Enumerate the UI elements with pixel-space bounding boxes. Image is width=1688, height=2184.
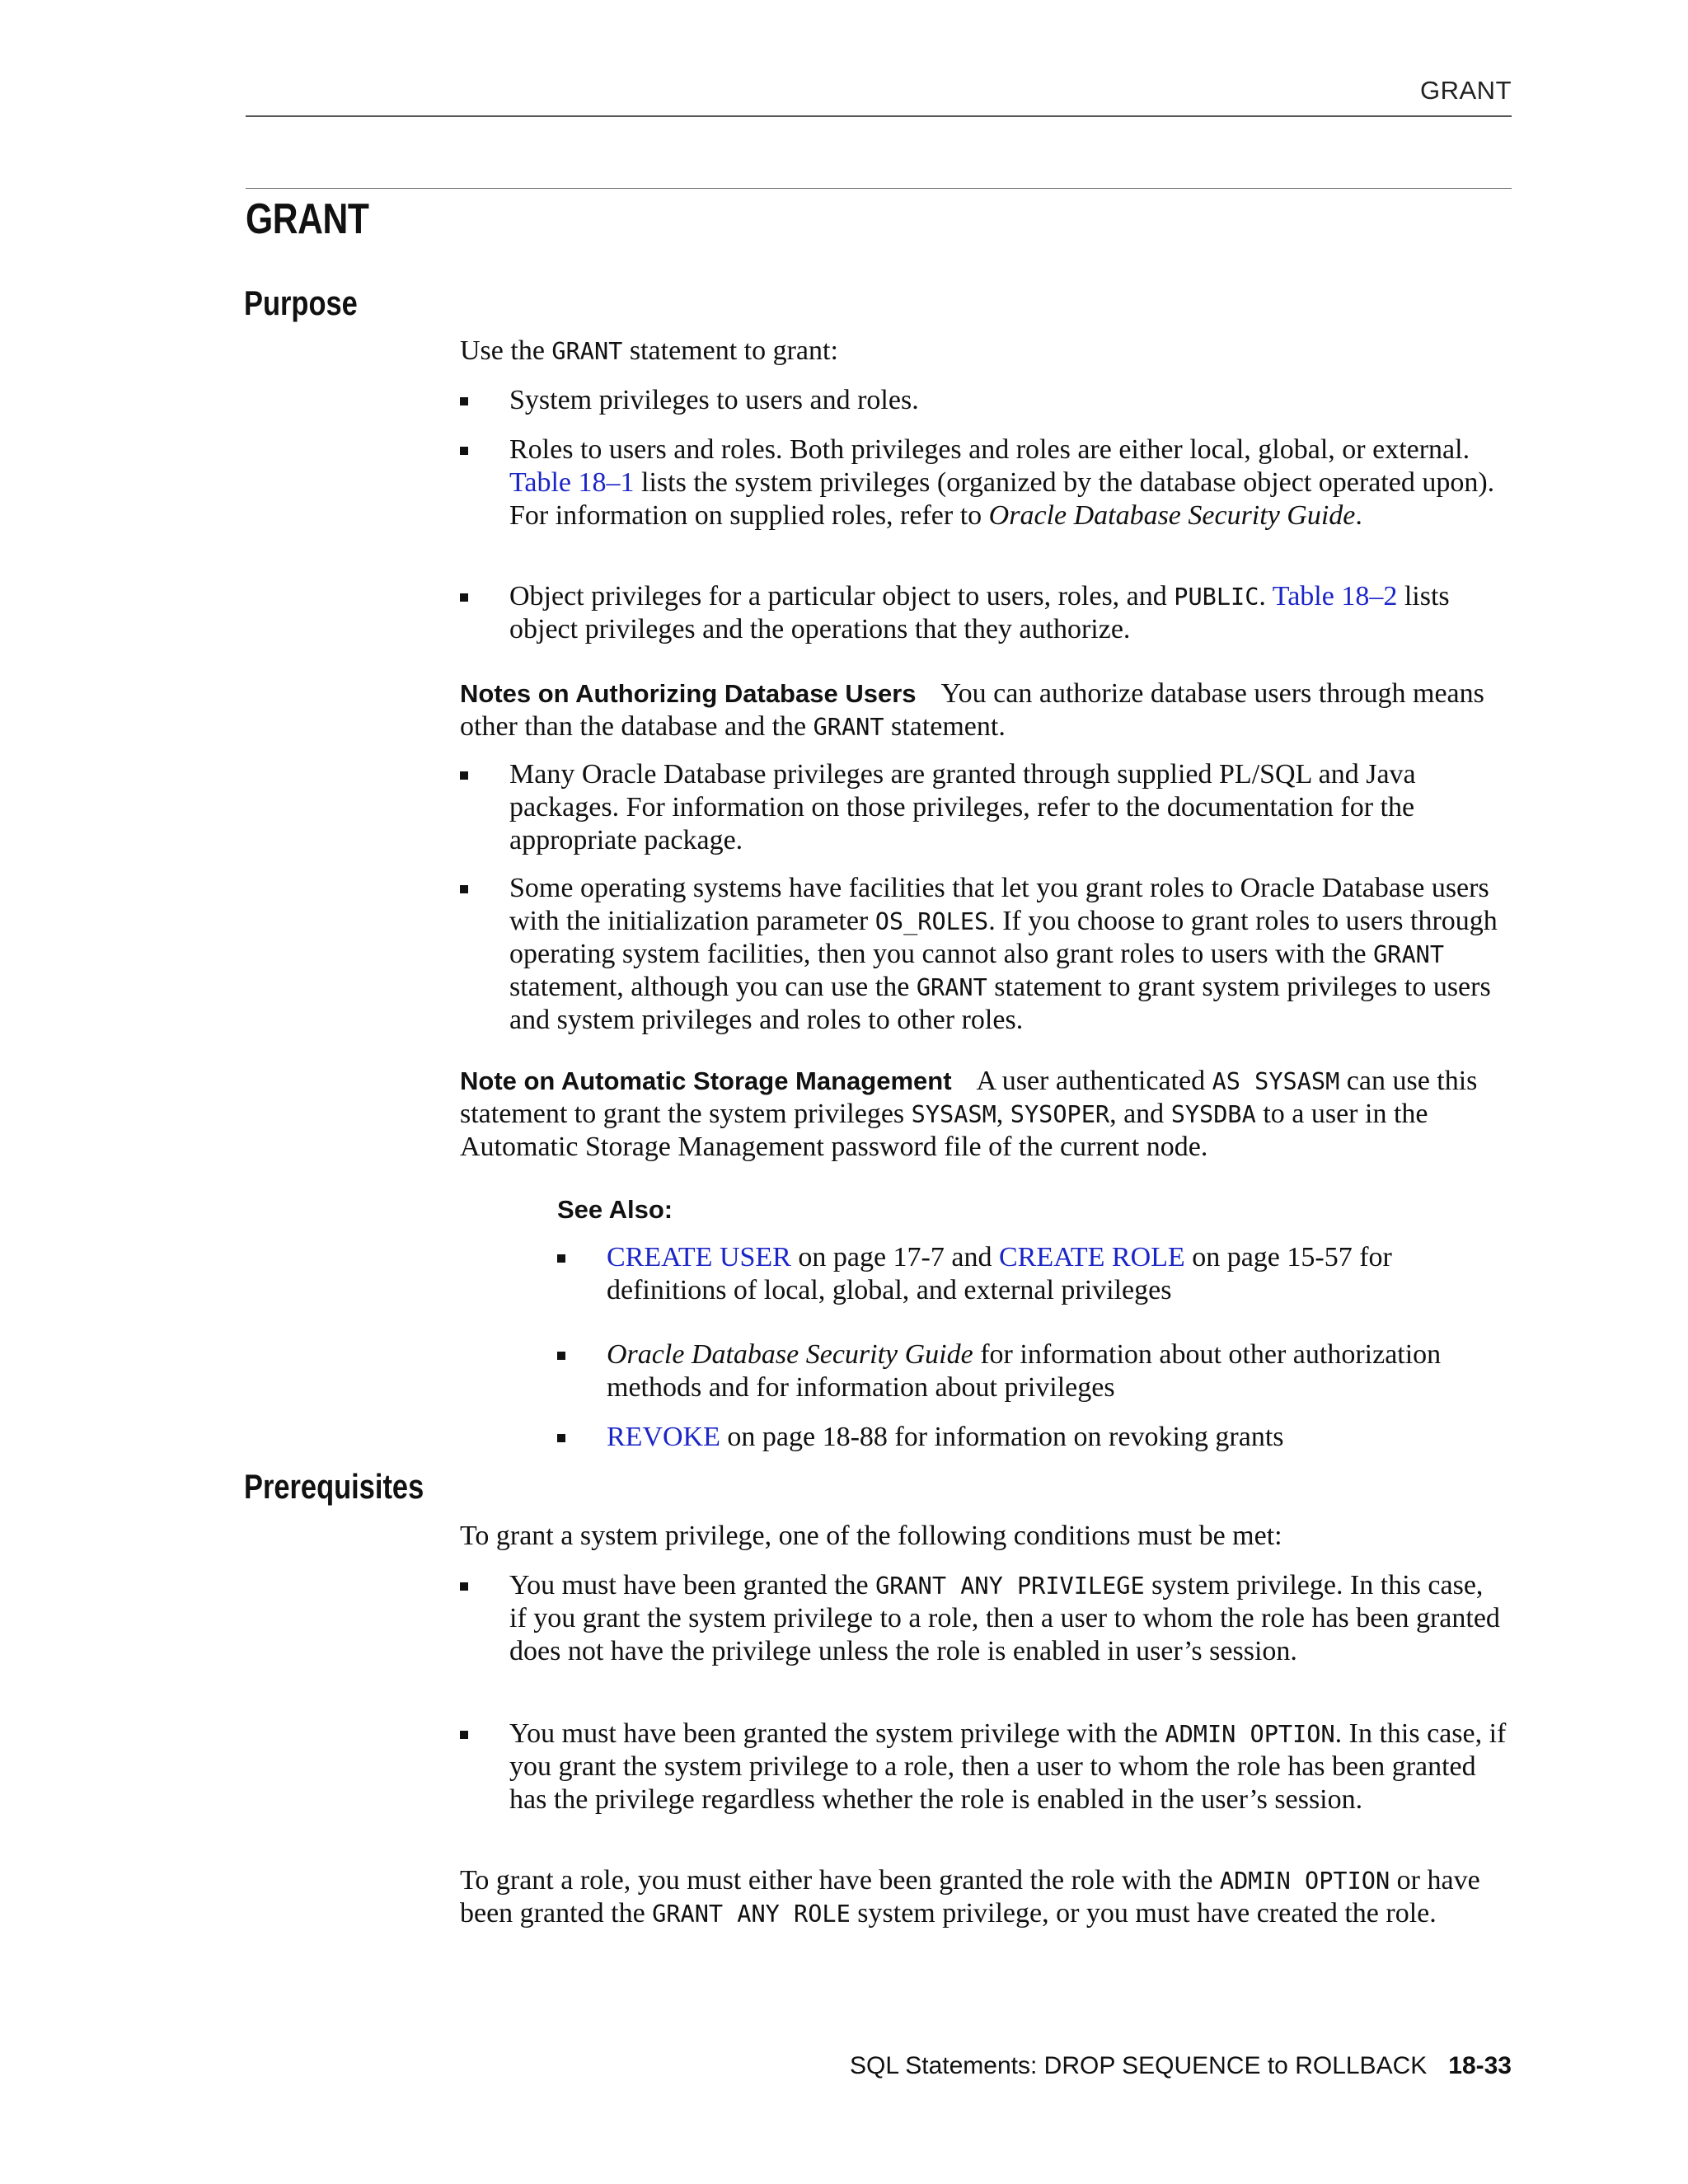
note-asm-paragraph: Note on Automatic Storage Management A user authenticated AS SYSASM can use this statement to grant the system privileges SYSASM, SYSOPER, and SYSDBA to a user in the Automatic Storage Management password file of the current node. bbox=[460, 1066, 1478, 1162]
bullet-square-icon bbox=[557, 1352, 565, 1360]
bullet-square-icon bbox=[460, 447, 468, 455]
list-item: CREATE USER on page 17-7 and CREATE ROLE on page 15-57 for definitions of local, global, and external privileges bbox=[557, 1241, 1480, 1307]
section-heading-prerequisites: Prerequisites bbox=[244, 1467, 424, 1506]
footer-text: SQL Statements: DROP SEQUENCE to ROLLBACK bbox=[850, 2052, 1428, 2079]
bullet-square-icon bbox=[460, 397, 468, 405]
list-item: Oracle Database Security Guide for information about other authorization methods and for information about privileges bbox=[557, 1338, 1480, 1404]
notes-authorizing-paragraph: Notes on Authorizing Database Users You can authorize database users through means other than the database and the GRANT statement. bbox=[460, 678, 1484, 742]
list-item: Roles to users and roles. Both privileges and roles are either local, global, or external. Table 18–1 lists the system privileges (organized by the database object operated upon). For information on supplied roles, refer to Oracle Database Security Guide. bbox=[460, 434, 1507, 532]
bullet-square-icon bbox=[460, 885, 468, 893]
list-item: System privileges to users and roles. bbox=[460, 384, 1507, 417]
see-also-box bbox=[557, 1193, 1480, 1452]
bullet-square-icon bbox=[557, 1254, 565, 1263]
list-item: Some operating systems have facilities that let you grant roles to Oracle Database users with the initialization parameter OS_ROLES. If you choose to grant roles to users through operating system facilities, then you cannot also grant roles to users with the GRANT statement, although you can use the GRANT statement to grant system privileges to users and system privileges and roles to other roles. bbox=[460, 872, 1507, 1037]
link-revoke[interactable]: REVOKE bbox=[607, 1422, 720, 1452]
page-number: 18-33 bbox=[1448, 2052, 1512, 2079]
list-item: You must have been granted the system privilege with the ADMIN OPTION. In this case, if you grant the system privilege to a role, then a user to whom the role has been granted has the privilege regardless whether the role is enabled in the user’s session. bbox=[460, 1718, 1507, 1816]
link-table-18-1[interactable]: Table 18–1 bbox=[509, 467, 635, 498]
bullet-square-icon bbox=[460, 593, 468, 602]
list-item: You must have been granted the GRANT ANY PRIVILEGE system privilege. In this case, if you grant the system privilege to a role, then a user to whom the role has been granted does not have the privilege unless the role is enabled in user’s session. bbox=[460, 1569, 1507, 1668]
run-in-heading: Note on Automatic Storage Management bbox=[460, 1066, 952, 1095]
bullet-square-icon bbox=[460, 1582, 468, 1591]
link-create-role[interactable]: CREATE ROLE bbox=[998, 1242, 1185, 1272]
title-rule bbox=[246, 188, 1512, 189]
code-grant: GRANT bbox=[551, 337, 623, 365]
bullet-square-icon bbox=[460, 1731, 468, 1739]
bullet-square-icon bbox=[460, 771, 468, 780]
prerequisites-role-paragraph: To grant a role, you must either have been granted the role with the ADMIN OPTION or have been granted the GRANT ANY ROLE system privilege, or you must have created the role. bbox=[460, 1865, 1480, 1929]
list-item: REVOKE on page 18-88 for information on revoking grants bbox=[557, 1421, 1480, 1454]
page-footer bbox=[246, 2052, 1512, 2080]
running-header: GRANT bbox=[1420, 76, 1512, 105]
page-title: GRANT bbox=[246, 195, 369, 243]
header-rule bbox=[246, 115, 1512, 117]
bullet-square-icon bbox=[557, 1434, 565, 1442]
run-in-heading: Notes on Authorizing Database Users bbox=[460, 679, 917, 708]
purpose-intro: Use the GRANT statement to grant: bbox=[460, 335, 838, 366]
link-table-18-2[interactable]: Table 18–2 bbox=[1272, 581, 1398, 612]
link-create-user[interactable]: CREATE USER bbox=[607, 1242, 791, 1272]
section-heading-purpose: Purpose bbox=[244, 284, 358, 322]
list-item: Object privileges for a particular object to users, roles, and PUBLIC. Table 18–2 lists object privileges and the operations that they authorize. bbox=[460, 580, 1507, 646]
see-also-heading: See Also: bbox=[557, 1195, 673, 1224]
list-item: Many Oracle Database privileges are granted through supplied PL/SQL and Java packages. For information on those privileges, refer to the documentation for the appropriate package. bbox=[460, 758, 1507, 857]
prerequisites-intro: To grant a system privilege, one of the following conditions must be met: bbox=[460, 1521, 1282, 1551]
